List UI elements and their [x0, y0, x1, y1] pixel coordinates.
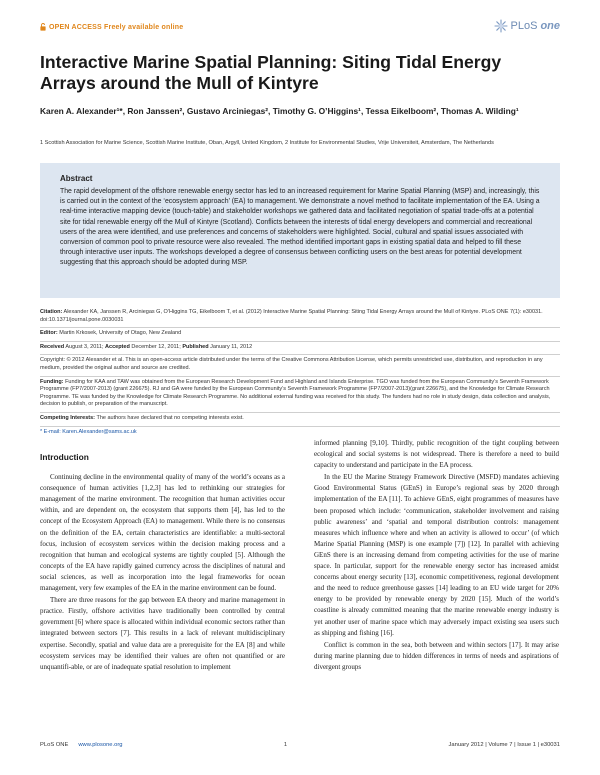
accepted-label: Accepted — [105, 343, 130, 350]
page-number: 1 — [283, 742, 288, 748]
funding-label: Funding: — [40, 378, 64, 385]
intro-paragraph: In the EU the Marine Strategy Framework Directive (MSFD) mandates achieving Good Environmental Status (GEnS) in Europe’s regional seas by 2020 through implementation of the EA [11]. To achieve GEnS, eight programmes of measures have been proposed which include: ‘communication, stakeholder involvement and raising public awareness’ and ‘spatial and temporal distribution controls: management measures which influence where and when an activity is allowed to occur’ (of which Marine Spatial Planning (MSP) is one example [7]) [12]. In parallel with achieving GEnS there is an increasing demand from competing activities for the use of marine space. In particular, support for the renewable energy sector has increased amidst concerns about energy security [13], economic competitiveness, regional development and the need to reduce greenhouse gasses [14] leading to an EU wide target for 20% energy to be provided by renewable energy by 2020 [15]. Much of the world’s coastline is already committed meaning that the marine renewable energy industry is yet another user of marine space which may adversely impact existing sea users such as shipping and fishing [16]. — [314, 473, 559, 637]
accepted-date: December 12, 2011; — [131, 343, 181, 350]
citation-text: Alexander KA, Janssen R, Arciniegas G, O’Higgins TG, Eikelboom T, et al. (2012) Interactive Marine Spatial Planning: Siting Tidal Energy Arrays around the Mull of Kintyre. PLoS ONE 7(1): e30031. doi:10.1371/journal.pone.0030031 — [40, 309, 543, 323]
footer-url[interactable]: www.plosone.org — [78, 742, 123, 748]
abstract-text: The rapid development of the offshore renewable energy sector has led to an increased requirement for Marine Spatial Planning (MSP) and, increasingly, this is carried out in the context of the ‘ecosystem approach’ (EA) to management. We demonstrate a novel method to facilitate implementation of the EA. Using a real-time interactive mapping device (touch-table) and stakeholder workshops we gathered data and facilitated negotiation of spatial trade-offs at a potential site for tidal renewable energy off the Mull of Kintyre (Scotland). Conflicts between the interests of tidal energy developers and commercial and recreational users of the area were identified, and use preferences and concerns of stakeholders were highlighted. Social, cultural and spatial issues associated with conversion of common pool to private resource were also revealed. The method identified important gaps in existing spatial data and helped to fill these through interactive user inputs. The workshops developed a degree of consensus between conflicting users on the best areas for potential development suggesting that this approach should be adopted during MSP. — [60, 188, 540, 267]
paper-title: Interactive Marine Spatial Planning: Siting Tidal Energy Arrays around the Mull of Kintyre — [40, 52, 502, 93]
introduction-heading: Introduction — [40, 452, 89, 462]
author-list: Karen A. Alexander¹*, Ron Janssen², Gustavo Arciniegas², Timothy G. O’Higgins¹, Tessa Eikelboom², Thomas A. Wilding¹ — [40, 106, 519, 116]
funding-block — [40, 377, 560, 413]
published-date: January 11, 2012 — [210, 343, 253, 350]
affiliations: 1 Scottish Association for Marine Science, Scottish Marine Institute, Oban, Argyll, United Kingdom, 2 Institute for Environmental Studies, Vrije Universiteit, Amsterdam, The Netherlands — [40, 140, 494, 146]
logo-one: one — [540, 20, 560, 32]
logo-plos: PLoS — [510, 20, 538, 32]
citation-label: Citation: — [40, 309, 63, 315]
open-lock-icon — [40, 23, 46, 31]
competing-text: The authors have declared that no competing interests exist. — [96, 414, 244, 421]
published-label: Published — [182, 343, 209, 350]
intro-paragraph: Conflict is common in the sea, both between and within sectors [17]. It may arise during marine planning due to hidden differences in terms of needs and aspirations of divergent groups — [314, 640, 559, 671]
funding-text: Funding for KAA and TAW was obtained from the European Research Development Fund and Highland and Islands Enterprise. TGO was funded from the European Community’s Seventh Framework Programme (FP7/2007-2013) (grant 226675). RJ and GA were funded by the European Community’s Seventh Framework Programme (FP7/2007-2013)(grant 226675), and the Knowledge for Climate Research Programme. TE was funded by the Knowledge for Climate Research Programme. No additional external funding was received for this study. The funders had no role in study design, data collection and analysis, decision to publish, or preparation of the manuscript. — [40, 378, 551, 408]
plos-burst-icon — [494, 19, 508, 33]
received-date: August 3, 2011; — [65, 343, 104, 350]
journal-logo — [494, 19, 560, 33]
intro-paragraph: informed planning [9,10]. Thirdly, public recognition of the tight coupling between ecological and social systems is not widespread. There is therefore a need to build capacity to understand and participate in the EA process. — [314, 439, 559, 470]
open-access-badge — [40, 23, 183, 31]
dates-block — [40, 342, 560, 356]
footer-issue: January 2012 | Volume 7 | Issue 1 | e30031 — [448, 742, 560, 748]
body-column-right — [314, 438, 559, 674]
editor-block — [40, 328, 560, 342]
copyright-text: Copyright: © 2012 Alexander et al. This is an open-access article distributed under the terms of the Creative Commons Attribution License, which permits unrestricted use, distribution, and reproduction in any medium, provided the original author and source are credited. — [40, 357, 543, 371]
received-label: Received — [40, 343, 65, 350]
editor-label: Editor: — [40, 330, 58, 337]
citation-block — [40, 307, 560, 328]
corresponding-email[interactable]: * E-mail: Karen.Alexander@sams.ac.uk — [40, 428, 137, 435]
editor-text: Martin Krkosek, University of Otago, New Zealand — [59, 330, 182, 337]
footer-journal: PLoS ONE — [40, 742, 69, 748]
body-column-left — [40, 452, 285, 674]
competing-interests-block — [40, 413, 560, 427]
competing-label: Competing Interests: — [40, 414, 96, 421]
copyright-block — [40, 355, 560, 376]
intro-paragraph: There are three reasons for the gap between EA theory and marine management in practice. Firstly, offshore activities have traditionally been controlled by central government [6] where space is allocated within individual economic sectors rather than integrated between sectors [7]. This results in a lack of relevant multidisciplinary expertise. Secondly, spatial and value data are a prerequisite for the EA [8] and while ecosystem services may be identified their values are often not quantified or are unquantifi-able, or are of inadequate spatial resolution to implement — [40, 596, 285, 671]
open-access-label: OPEN ACCESS Freely available online — [49, 23, 184, 31]
abstract-box — [40, 163, 560, 298]
page-footer — [40, 742, 560, 748]
intro-paragraph: Continuing decline in the environmental quality of many of the world’s oceans as a consequence of human activities [1,2,3] has led to rethinking our strategies for management of the marine environment. The recognition that human activities occur within, and are dependent on, the ecosystem that supports them [4], has led to the concept of the Ecosystem Approach (EA) to management. While there is no consensus on the definition of the EA, certain characteristics are identifiable: a multi-sectoral focus, inclusion of ecosystem services within the decision making process and a recognition that human and ecological systems are tightly coupled [5]. Although the concepts of the EA have rapidly gained currency across the disciplines of natural and social sciences, as well as incorporation into the legal frameworks for ocean management, very few examples of the EA in the marine environment can be found. — [40, 473, 285, 593]
article-metadata — [40, 307, 560, 439]
abstract-heading: Abstract — [60, 174, 93, 183]
